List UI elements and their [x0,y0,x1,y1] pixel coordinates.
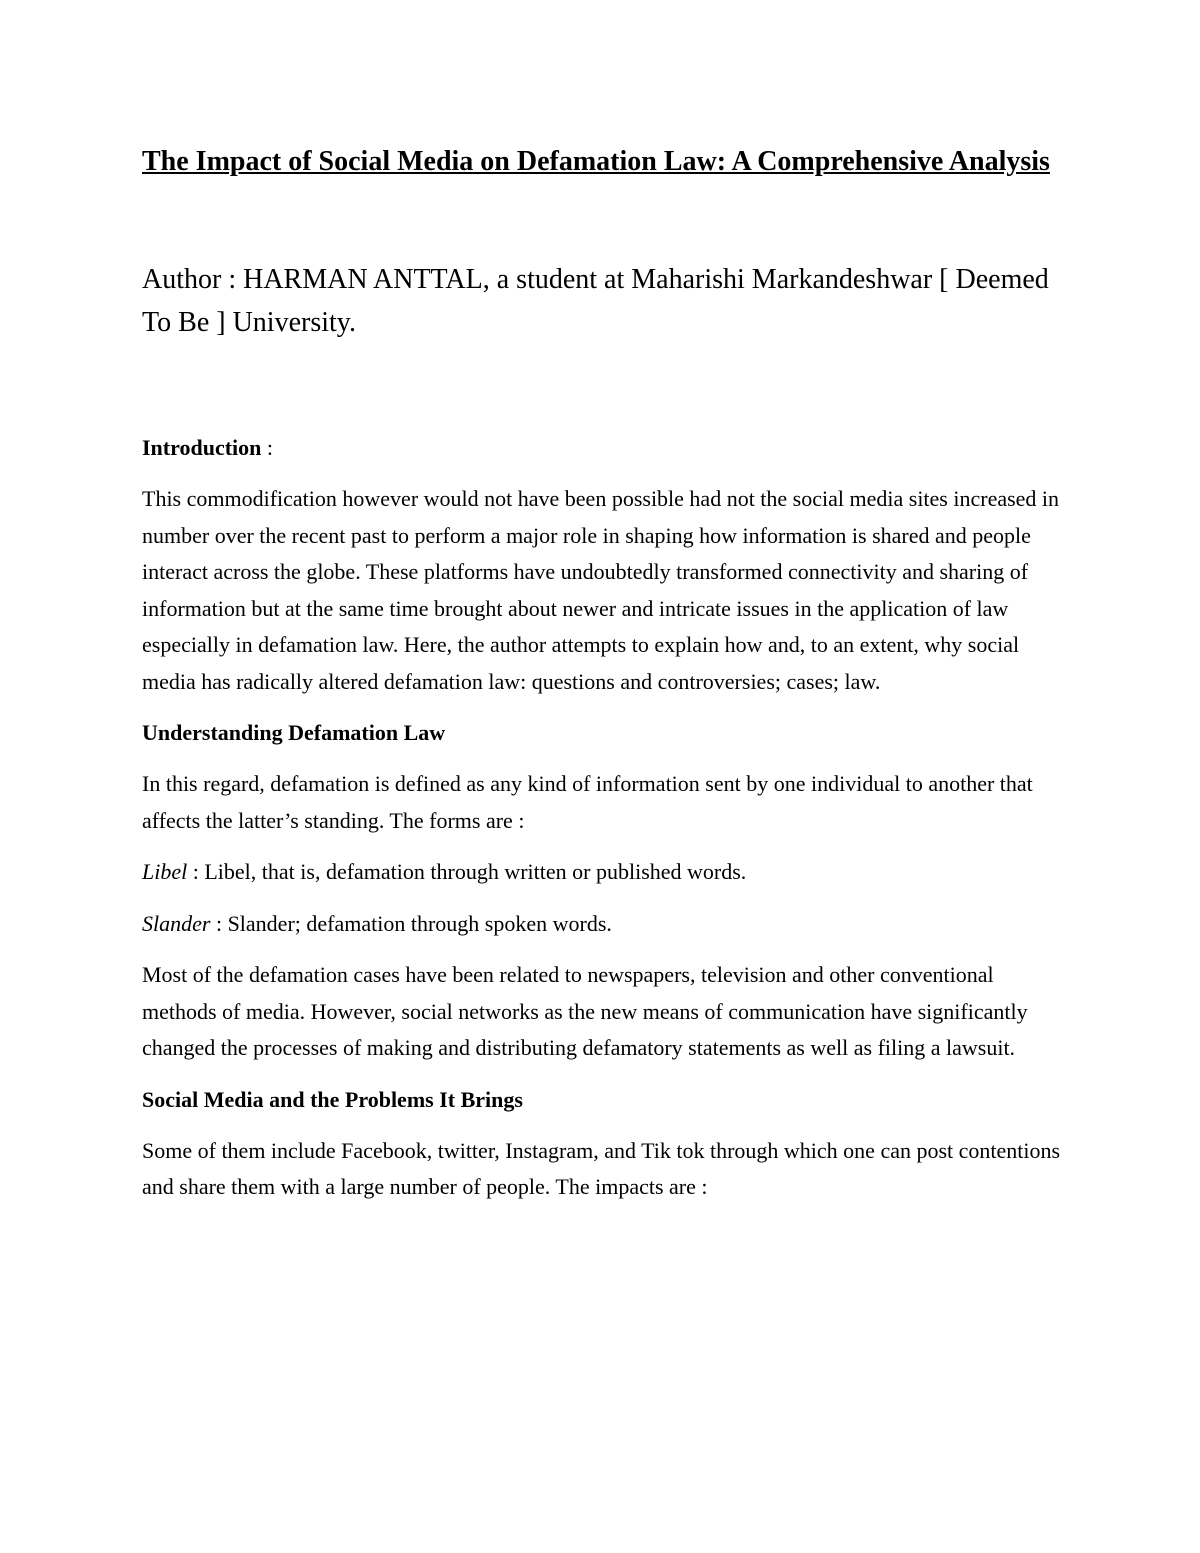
understanding-defamation-paragraph: In this regard, defamation is defined as any kind of information sent by one individual to another that affects the latter’s standing. The forms are : [142,771,1033,833]
introduction-heading-suffix: : [261,435,274,460]
social-media-paragraph: Some of them include Facebook, twitter, Instagram, and Tik tok through which one can post contentions and share them with a large number of people. The impacts are : [142,1137,1061,1199]
introduction-paragraph: This commodification however would not have been possible had not the social media sites increased in number over the recent past to perform a major role in shaping how information is shared and people interact across the globe. These platforms have undoubtedly transformed connectivity and sharing of information but at the same time brought about newer and intricate issues in the application of law especially in defamation law. Here, the author attempts to explain how and, to an extent, why social media has radically altered defamation law: questions and controversies; cases; law. [142,486,1060,694]
introduction-heading [142,430,1072,466]
document-page [142,140,1072,1206]
libel-text: : Libel, that is, defamation through written or published words. [187,859,747,884]
conventional-media-paragraph: Most of the defamation cases have been related to newspapers, television and other conventional methods of media. However, social networks as the new means of communication have significantly changed the processes of making and distributing defamatory statements as well as filing a lawsuit. [142,962,1028,1060]
libel-definition [142,854,1072,891]
slander-definition [142,906,1072,943]
libel-term: Libel [142,859,188,884]
author-line: Author : HARMAN ANTTAL, a student at Maharishi Markandeshwar [ Deemed To Be ] University. [142,264,1049,338]
understanding-defamation-heading: Understanding Defamation Law [142,720,446,745]
social-media-problems-heading: Social Media and the Problems It Brings [142,1086,523,1112]
introduction-heading-text: Introduction [142,435,262,460]
slander-text: : Slander; defamation through spoken words. [210,910,612,936]
document-title: The Impact of Social Media on Defamation Law: A Comprehensive Analysis [142,146,1050,177]
slander-term: Slander [142,910,211,936]
